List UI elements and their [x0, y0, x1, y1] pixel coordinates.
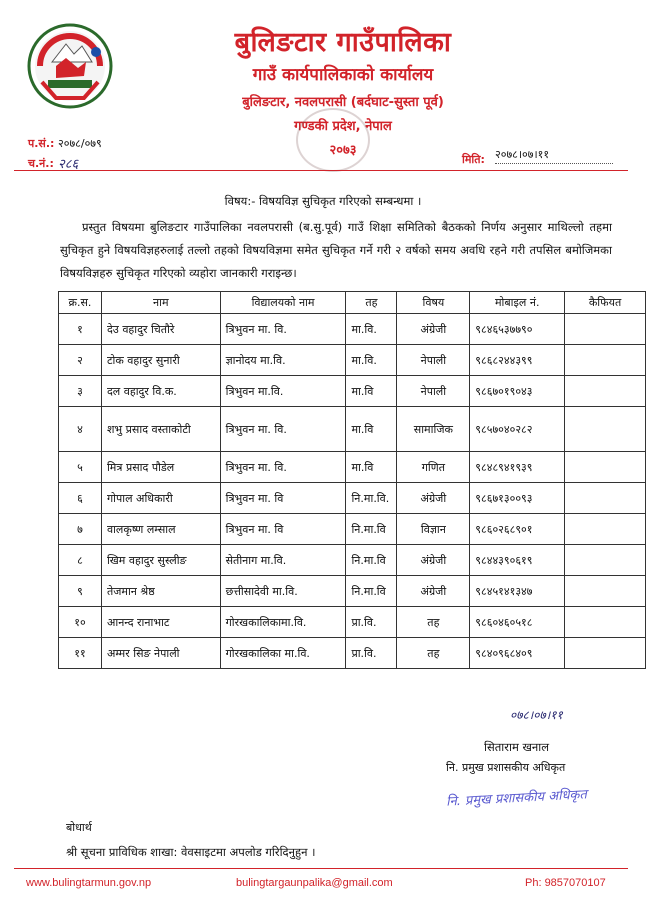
cell-mobile: ९८४८९४१९३९ [470, 452, 565, 483]
footer-divider [14, 868, 628, 869]
office-address: बुलिङटार, नवलपरासी (बर्दघाट-सुस्ता पूर्व) [242, 95, 444, 110]
signatory-name: सिताराम खनाल [484, 740, 550, 754]
cell-sn: २ [59, 345, 102, 376]
date-label: मिति: [462, 153, 485, 166]
letter-body: प्रस्तुत विषयमा बुलिङटार गाउँपालिका नवलपरासी (ब.सु.पूर्व) गाउँ शिक्षा समितिको बैठकको निर्णय अनुसार माथिल्लो तहमा सुचिकृत हुने विषयविज्ञहरुलाई तल्लो तहको विषयविज्ञमा समेत सुचिकृत गर्ने गरी २ वर्षको समय अवधि रहने गरी तपसिल बमोजिमका विषयविज्ञहरु सुचिकृत गरिएको व्यहोरा जानकारी गराइन्छ। [60, 220, 612, 280]
cell-name: टोक वहादुर सुनारी [101, 345, 220, 376]
col-mobile-header: मोबाइल नं. [470, 292, 565, 314]
cell-sn: ९ [59, 576, 102, 607]
ps-label: प.सं.: [28, 137, 55, 150]
cell-subject: गणित [397, 452, 470, 483]
cell-school: त्रिभुवन मा. वि [220, 514, 346, 545]
cell-level: नि.मा.वि [346, 576, 397, 607]
table-row [59, 452, 646, 483]
cell-level: नि.मा.वि [346, 545, 397, 576]
cell-remarks [565, 514, 646, 545]
cell-mobile: ९८६०४६०५१८ [470, 607, 565, 638]
cn-label: च.नं.: [28, 157, 54, 170]
cell-mobile: ९८६७०१९०४३ [470, 376, 565, 407]
cell-name: खिम वहादुर सुस्लीङ [101, 545, 220, 576]
cn-value: २८६ [58, 157, 79, 172]
table-row [59, 638, 646, 669]
footer-website-link[interactable]: www.bulingtarmun.gov.np [26, 877, 152, 889]
cell-sn: ७ [59, 514, 102, 545]
signature-scribble: ०७८।०७।११ [510, 708, 563, 722]
cell-sn: ४ [59, 407, 102, 452]
cell-mobile: ९८५७०४०२८२ [470, 407, 565, 452]
cell-mobile: ९८४४३९०६१९ [470, 545, 565, 576]
cell-remarks [565, 452, 646, 483]
cell-sn: ३ [59, 376, 102, 407]
cell-level: मा.वि. [346, 345, 397, 376]
col-sn-header: क्र.स. [59, 292, 102, 314]
cell-remarks [565, 345, 646, 376]
cell-school: सेतीनाग मा.वि. [220, 545, 346, 576]
cell-level: मा.वि. [346, 314, 397, 345]
letter-subject: विषय:- विषयविज्ञ सुचिकृत गरिएको सम्बन्धमा । [224, 194, 422, 208]
signatory-title: नि. प्रमुख प्रशासकीय अधिकृत [446, 761, 566, 774]
cell-remarks [565, 483, 646, 514]
cell-school: त्रिभुवन मा. वि. [220, 407, 346, 452]
cell-name: गोपाल अधिकारी [101, 483, 220, 514]
cell-school: त्रिभुवन मा. वि. [220, 452, 346, 483]
cell-school: त्रिभुवन मा.वि. [220, 376, 346, 407]
cell-name: तेजमान श्रेष्ठ [101, 576, 220, 607]
cell-subject: अंग्रेजी [397, 314, 470, 345]
cell-subject: तह [397, 638, 470, 669]
org-name: बुलिङटार गाउँपालिका [234, 27, 452, 58]
cell-school: गोरखकालिका मा.वि. [220, 638, 346, 669]
cell-subject: अंग्रेजी [397, 545, 470, 576]
cell-remarks [565, 314, 646, 345]
cell-subject: नेपाली [397, 345, 470, 376]
cell-remarks [565, 376, 646, 407]
col-level-header: तह [346, 292, 397, 314]
cell-level: प्रा.वि. [346, 638, 397, 669]
col-school-header: विद्यालयको नाम [220, 292, 346, 314]
cell-remarks [565, 407, 646, 452]
cell-name: वालकृष्ण लम्साल [101, 514, 220, 545]
table-row [59, 345, 646, 376]
ps-value: २०७८/०७९ [58, 137, 102, 150]
col-subject-header: विषय [397, 292, 470, 314]
cell-sn: ८ [59, 545, 102, 576]
cell-name: देउ वहादुर चितौरे [101, 314, 220, 345]
cell-subject: विज्ञान [397, 514, 470, 545]
table-row [59, 607, 646, 638]
cell-mobile: ९८६८२४४३९९ [470, 345, 565, 376]
cell-subject: अंग्रेजी [397, 483, 470, 514]
cc-line: श्री सूचना प्राविधिक शाखा: वेवसाइटमा अपलोड गरिदिनुहुन । [66, 845, 316, 859]
table-row [59, 576, 646, 607]
table-header-row [59, 292, 646, 314]
col-name-header: नाम [101, 292, 220, 314]
header-divider [14, 170, 628, 171]
office-name: गाउँ कार्यपालिकाको कार्यालय [252, 65, 434, 85]
cell-name: मित्र प्रसाद पौडेल [101, 452, 220, 483]
cell-sn: १० [59, 607, 102, 638]
experts-table [58, 291, 646, 669]
cell-level: प्रा.वि. [346, 607, 397, 638]
cell-level: मा.वि [346, 407, 397, 452]
table-row [59, 545, 646, 576]
table-row [59, 514, 646, 545]
cell-mobile: ९८४६५३७७९० [470, 314, 565, 345]
cell-school: त्रिभुवन मा. वि [220, 483, 346, 514]
table-row [59, 314, 646, 345]
date-value: २०७८।०७।११ [495, 147, 613, 164]
cell-remarks [565, 576, 646, 607]
cell-sn: १ [59, 314, 102, 345]
cell-sn: ६ [59, 483, 102, 514]
table-row [59, 407, 646, 452]
cell-subject: तह [397, 607, 470, 638]
cell-name: दल वहादुर वि.क. [101, 376, 220, 407]
table-row [59, 376, 646, 407]
cell-mobile: ९८४५१४१३४७ [470, 576, 565, 607]
province-name: गण्डकी प्रदेश, नेपाल [294, 119, 392, 134]
cell-mobile: ९८६७१३००९३ [470, 483, 565, 514]
cell-name: आनन्द रानाभाट [101, 607, 220, 638]
cell-school: छत्तीसादेवी मा.वि. [220, 576, 346, 607]
cell-sn: ११ [59, 638, 102, 669]
cell-school: त्रिभुवन मा. वि. [220, 314, 346, 345]
cc-label: बोधार्थ [66, 821, 92, 834]
cell-school: गोरखकालिकामा.वि. [220, 607, 346, 638]
cell-subject: नेपाली [397, 376, 470, 407]
cell-remarks [565, 638, 646, 669]
cell-sn: ५ [59, 452, 102, 483]
table-row [59, 483, 646, 514]
cell-mobile: ९८४०९६८४०९ [470, 638, 565, 669]
cell-level: नि.मा.वि [346, 514, 397, 545]
cell-remarks [565, 545, 646, 576]
cell-mobile: ९८६०२६८९०१ [470, 514, 565, 545]
col-remarks-header: कैफियत [565, 292, 646, 314]
established-year: २०७३ [329, 143, 357, 158]
cell-subject: सामाजिक [397, 407, 470, 452]
cell-level: मा.वि [346, 452, 397, 483]
signatory-stamp: नि. प्रमुख प्रशासकीय अधिकृत [445, 787, 588, 810]
cell-subject: अंग्रेजी [397, 576, 470, 607]
cell-level: नि.मा.वि. [346, 483, 397, 514]
footer-email-link[interactable]: bulingtargaunpalika@gmail.com [236, 877, 393, 889]
cell-remarks [565, 607, 646, 638]
cell-name: शभु प्रसाद वस्ताकोटी [101, 407, 220, 452]
footer-phone: Ph: 9857070107 [525, 877, 606, 889]
cell-name: अम्मर सिङ नेपाली [101, 638, 220, 669]
cell-level: मा.वि [346, 376, 397, 407]
cell-school: ज्ञानोदय मा.वि. [220, 345, 346, 376]
